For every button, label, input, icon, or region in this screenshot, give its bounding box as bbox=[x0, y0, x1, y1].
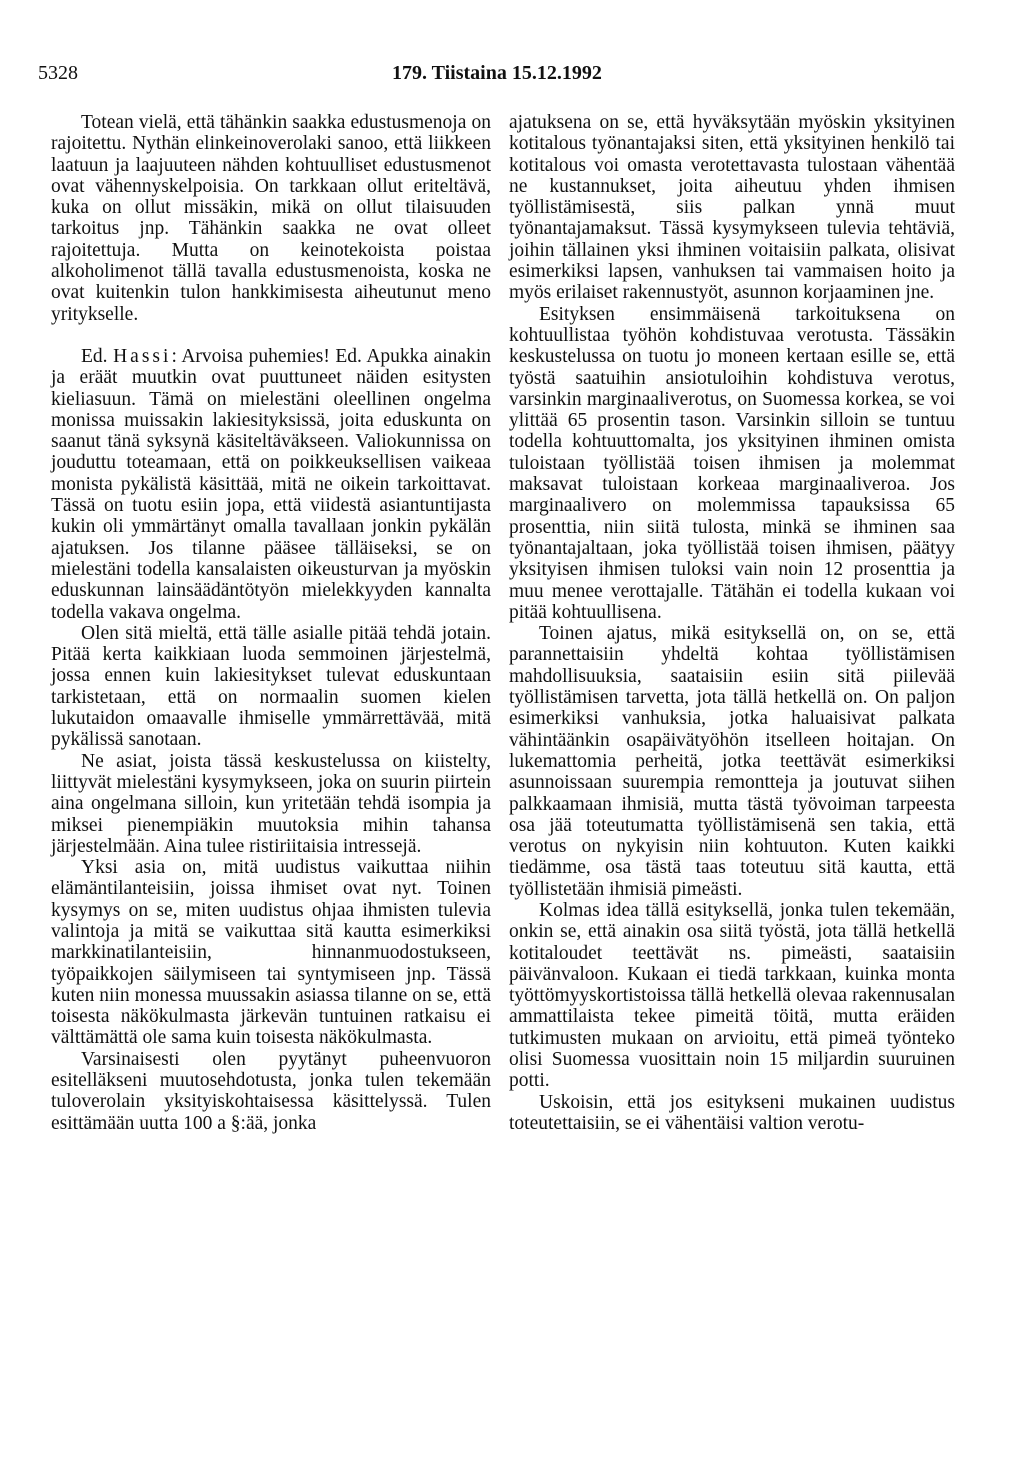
paragraph: Olen sitä mieltä, että tälle asialle pitää tehdä jotain. Pitää kerta kaikkiaan luoda semmoinen järjestelmä, jossa ennen kuin lakiesitykset tulevat eduskuntaan tarkistetaan, että on normaalin suomen kielen lukutaidon omaavalle ihmiselle ymmärrettävää, mitä pykälissä sanotaan. bbox=[51, 622, 491, 751]
paragraph: Esityksen ensimmäisenä tarkoituksena on kohtuullistaa työhön kohdistuvaa verotusta. Tässäkin keskustelussa on tuotu jo moneen kertaan esille se, että työstä saatuihin ansiotuloihin kohdistuva verotus, varsinkin marginaaliverotus, on Suomessa korkea, se voi ylittää 65 prosentin tason. Varsinkin silloin se tuntuu todella kohtuuttomalta, jos yksityinen ihminen omista tuloistaan työllistää toisen ihmisen ja molemmat maksavat tuloistaan korkeaa marginaaliveroa. Jos marginaalivero on molemmissa tapauksissa 65 prosenttia, niin siitä tulosta, minkä se ihminen saa työnantajaltaan, joka työllistää toisen ihmisen, päätyy yksityisen ihmisen tuloksi vain noin 12 prosenttia ja muu menee verottajalle. Tätähän ei todella kukaan voi pitää kohtuullisena. bbox=[509, 303, 955, 623]
speech-text: : Arvoisa puhemies! Ed. Apukka ainakin ja eräät muutkin ovat puuttuneet näiden esitysten kieliasuun. Tämä on mielestäni oleellinen ongelma monissa muissakin lakiesityksissä, joita eduskunta on saanut tänä syksynä käsiteltäväkseen. Valiokunnissa on jouduttu toteamaan, että on poikkeuksellisen vaikeaa monista pykälistä käsittää, mitä ne oikein tarkoittavat. Tässä on tuotu esiin jopa, että viidestä asiantuntijasta kukin oli ymmärtänyt omalla tavallaan jonkin pykälän ajatuksen. Jos tilanne pääsee tälläiseksi, se on mielestäni todella kansalaisten oikeusturvan ja myöskin eduskunnan lainsäädäntötyön mielekkyyden kannalta todella vakava ongelma. bbox=[51, 345, 492, 623]
speaker-name: Hassi bbox=[113, 345, 172, 367]
speaker-prefix: Ed. bbox=[81, 345, 108, 367]
page-number: 5328 bbox=[38, 62, 78, 84]
speaker-paragraph bbox=[51, 346, 491, 623]
page-header bbox=[38, 62, 986, 92]
paragraph: Ne asiat, joista tässä keskustelussa on kiistelty, liittyvät mielestäni kysymykseen, joka on suurin piirtein aina ongelmana silloin, kun yritetään tehdä isompia ja miksei pienempiäkin muutoksia mihin tahansa järjestelmään. Aina tulee ristiriitaisia intressejä. bbox=[51, 750, 491, 857]
session-title: 179. Tiistaina 15.12.1992 bbox=[392, 62, 602, 84]
paragraph: Kolmas idea tällä esityksellä, jonka tulen tekemään, onkin se, että ainakin osa siitä työstä, jota tällä hetkellä kotitaloudet teettävät ns. pimeästi, saataisiin päivänvaloon. Kukaan ei tiedä tarkkaan, kuinka monta työttömyyskortistoissa tällä hetkellä olevaa rakennusalan ammattilaista tekee pimeitä töitä, mutta eräiden tutkimusten mukaan on arvioitu, että pimeä työnteko olisi Suomessa vuosittain noin 15 miljardin suuruinen potti. bbox=[509, 899, 955, 1092]
paragraph: Toinen ajatus, mikä esityksellä on, on se, että parannettaisiin yhdeltä kohtaa työllistämisen mahdollisuuksia, saataisiin esiin sitä piilevää työllistämisen tarvetta, jota tällä hetkellä on. On paljon esimerkiksi vanhuksia, jotka haluaisivat palkata vähintäänkin osapäivätyöhön itselleen hoitajan. On lukemattomia perheitä, jotka teettävät esimerkiksi asunnoissaan suurempia remontteja ja joutuvat siihen palkkaamaan ihmisiä, mutta tästä työvoiman tarpeesta osa jää toteutumatta työllistämisenä sen takia, että verotus on nykyisin niin kohtuuton. Kuten kaikki tiedämme, osa tästä taas toteutuu sitä kautta, että työllistetään ihmisiä pimeästi. bbox=[509, 623, 955, 900]
left-column bbox=[51, 112, 491, 1134]
right-column bbox=[509, 112, 955, 1134]
paragraph: Totean vielä, että tähänkin saakka edustusmenoja on rajoitettu. Nythän elinkeinoverolaki sanoo, että liikkeen laatuun ja laajuuteen nähden kohtuulliset edustusmenot ovat vähennyskelpoisia. On tarkkaan ollut eriteltävä, kuka on ollut missäkin, mikä on ollut tilaisuuden tarkoitus jnp. Tähänkin saakka ne ovat olleet rajoitettuja. Mutta on keinotekoista poistaa alkoholimenot tällä tavalla edustusmenoista, koska ne ovat kuitenkin tulon hankkimisesta aiheutunut meno yritykselle. bbox=[51, 112, 491, 325]
paragraph: Varsinaisesti olen pyytänyt puheenvuoron esitelläkseni muutosehdotusta, jonka tulen tekemään tuloverolain yksityiskohtaisessa käsittelyssä. Tulen esittämään uutta 100 a §:ää, jonka bbox=[51, 1048, 491, 1134]
paragraph: Uskoisin, että jos esitykseni mukainen uudistus toteutettaisiin, se ei vähentäisi valtion verotu- bbox=[509, 1091, 955, 1134]
paragraph: Yksi asia on, mitä uudistus vaikuttaa niihin elämäntilanteisiin, joissa ihmiset ovat nyt. Toinen kysymys on se, miten uudistus ohjaa ihmisten tulevia valintoja ja mitä se vaikuttaa sitä kautta esimerkiksi markkinatilanteisiin, hinnanmuodostukseen, työpaikkojen säilymiseen tai syntymiseen jnp. Tässä kuten niin monessa muussakin asiassa tilanne on se, että toisesta näkökulmasta järkevän tuntuinen ratkaisu ei välttämättä ole sama kuin toisesta näkökulmasta. bbox=[51, 857, 491, 1049]
paragraph: ajatuksena on se, että hyväksytään myöskin yksityinen kotitalous työnantajaksi siten, että yksityinen henkilö tai kotitalous voi omasta verotettavasta tulostaan vähentää ne kustannukset, joita aiheutuu yhden ihmisen työllistämisestä, siis palkan ynnä muut työnantajamaksut. Tässä kysymykseen tulevia tehtäviä, joihin tällainen yksi ihminen voitaisiin palkata, olisivat esimerkiksi lapsen, vanhuksen tai vammaisen hoito ja myös erilaiset rakennustyöt, asunnon korjaaminen jne. bbox=[509, 112, 955, 304]
